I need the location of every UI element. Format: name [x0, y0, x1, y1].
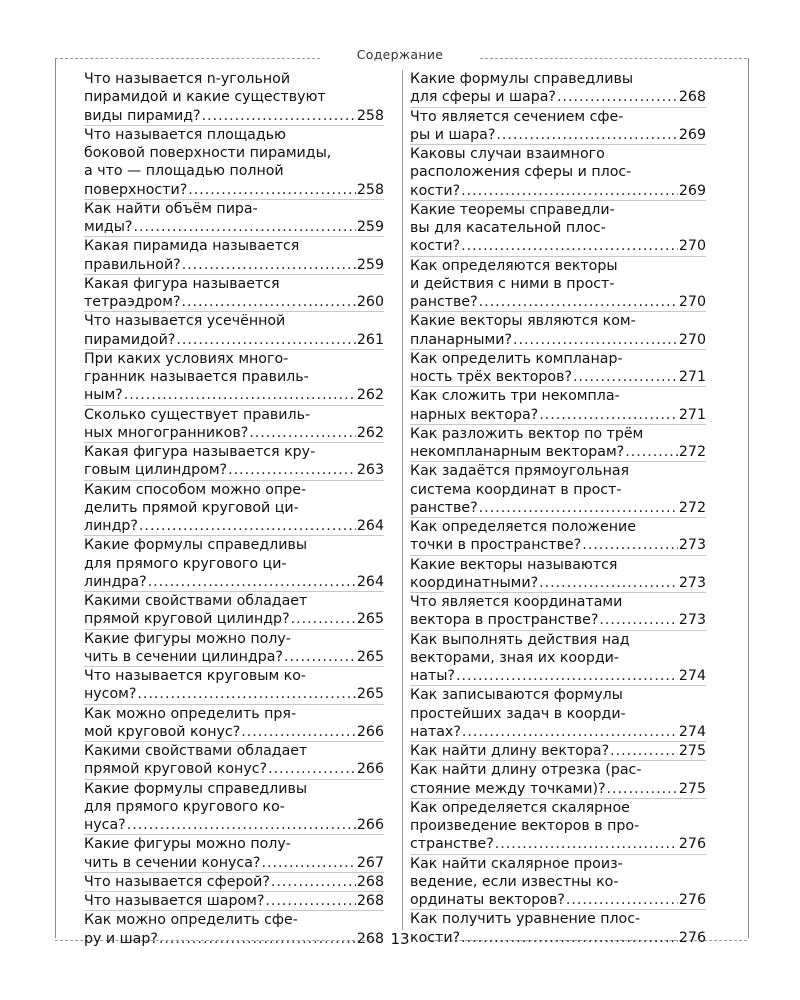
toc-entry-line: Как определить компланар-	[410, 350, 623, 367]
toc-page-number: 271	[678, 369, 706, 385]
toc-entry[interactable]	[410, 70, 706, 108]
toc-entry-line: и действия с ними в прост-	[410, 275, 615, 292]
toc-page-number: 271	[678, 406, 706, 423]
toc-entry-line: Как сложить три некомпла-	[410, 388, 620, 405]
toc-page-number: 274	[678, 723, 706, 740]
toc-page-number: 260	[356, 294, 384, 310]
dot-leader	[495, 835, 678, 853]
toc-entry-line: прямой круговой конус?	[84, 761, 268, 778]
dot-leader	[176, 331, 356, 349]
toc-entry-line: Что является координатами	[410, 594, 623, 610]
toc-page-number: 268	[356, 930, 384, 947]
dot-leader	[265, 892, 356, 910]
dot-leader	[268, 760, 356, 778]
toc-entry-line: Какие векторы называются	[410, 556, 618, 573]
toc-entry-line: для сферы и шара?	[410, 89, 556, 106]
dot-leader	[513, 331, 678, 349]
toc-entry[interactable]	[84, 350, 384, 406]
toc-entry[interactable]	[410, 425, 706, 463]
dot-leader	[127, 816, 356, 834]
section-title: Содержание	[356, 47, 444, 62]
toc-page-number: 267	[356, 854, 384, 871]
dot-leader	[249, 424, 356, 442]
dot-leader	[461, 182, 678, 200]
dot-leader	[139, 517, 356, 535]
dot-leader	[241, 723, 356, 741]
dot-leader	[610, 742, 678, 760]
dot-leader	[271, 873, 356, 891]
toc-page-number: 273	[678, 574, 706, 591]
toc-entry-line: Как разложить вектор по трём	[410, 425, 644, 442]
toc-entry[interactable]	[410, 145, 706, 201]
toc-entry[interactable]	[410, 631, 706, 687]
dot-leader	[625, 443, 678, 461]
toc-page-number: 273	[678, 612, 706, 629]
toc-entry-line: кости?	[410, 182, 461, 199]
toc-entry-line: Как определяется положение	[410, 519, 636, 535]
toc-page-number: 269	[678, 126, 706, 143]
toc-page-number: 270	[678, 238, 706, 255]
toc-entry[interactable]	[84, 237, 384, 275]
toc-entry[interactable]	[84, 705, 384, 743]
toc-page-number: 262	[356, 424, 384, 441]
toc-entry-line: координатными?	[410, 574, 539, 591]
toc-entry-line: Что называется сферой?	[84, 873, 270, 890]
dot-leader	[181, 293, 355, 311]
column-divider	[402, 70, 403, 930]
toc-entry-line: чить в сечении конуса?	[84, 854, 261, 871]
toc-entry-line: линдр?	[84, 518, 138, 534]
toc-page-number: 264	[356, 573, 384, 590]
toc-page-number: 261	[356, 331, 384, 348]
dot-leader	[607, 780, 678, 798]
toc-entry-line: ранстве?	[410, 499, 478, 516]
toc-entry-line: гранник называется правиль-	[84, 369, 309, 385]
toc-entry[interactable]	[410, 686, 706, 742]
toc-page-number: 259	[356, 219, 384, 235]
toc-entry[interactable]	[410, 593, 706, 631]
toc-entry-line: нусом?	[84, 686, 137, 703]
toc-entry[interactable]	[410, 350, 706, 388]
toc-entry-line: виды пирамид?	[84, 107, 201, 124]
toc-page-number: 275	[678, 780, 706, 797]
toc-entry[interactable]	[84, 70, 384, 126]
toc-entry[interactable]	[84, 873, 384, 892]
toc-entry[interactable]	[84, 892, 384, 911]
toc-entry[interactable]	[84, 742, 384, 780]
dot-leader	[228, 461, 356, 479]
toc-entry[interactable]	[410, 855, 706, 911]
dot-leader	[182, 256, 356, 274]
dot-leader	[461, 237, 678, 255]
toc-entry-line: Какие формулы справедливы	[84, 780, 308, 797]
toc-page-number: 270	[678, 294, 706, 310]
dot-leader	[284, 648, 356, 666]
toc-entry-line: Какая пирамида называется	[84, 238, 300, 255]
toc-entry-line: векторами, зная их коорди-	[410, 649, 620, 666]
dot-leader	[456, 667, 678, 685]
dot-leader	[148, 573, 356, 591]
toc-entry-line: правильной?	[84, 256, 181, 273]
toc-entry-line: Как определяется скалярное	[410, 799, 630, 816]
toc-entry-line: чить в сечении цилиндра?	[84, 648, 283, 665]
toc-column-right	[410, 70, 706, 947]
toc-page-number: 262	[356, 387, 384, 404]
toc-page-number: 264	[356, 518, 384, 534]
toc-entry-line: мой круговой конус?	[84, 723, 241, 740]
toc-entry-line: Как найти объём пира-	[84, 200, 258, 217]
toc-entry[interactable]	[84, 592, 384, 630]
toc-entry-line: ординаты векторов?	[410, 892, 565, 908]
toc-entry-line: Как определяются векторы	[410, 257, 618, 274]
toc-page-number: 265	[356, 686, 384, 703]
toc-entry-line: Какие формулы справедливы	[410, 71, 634, 87]
toc-entry[interactable]	[84, 406, 384, 444]
toc-entry-line: Что является сечением сфе-	[410, 108, 624, 125]
toc-entry-line: натах?	[410, 723, 461, 740]
toc-page-number: 272	[678, 499, 706, 516]
toc-page-number: 276	[678, 836, 706, 853]
toc-column-left	[84, 70, 384, 948]
dot-leader	[462, 723, 678, 741]
dot-leader	[261, 854, 355, 872]
toc-page-number: 263	[356, 462, 384, 479]
toc-entry-line: ным?	[84, 387, 123, 404]
toc-entry-line: ных многогранников?	[84, 424, 249, 441]
toc-page-number: 265	[356, 648, 384, 665]
toc-entry-line: миды?	[84, 219, 133, 235]
toc-entry[interactable]	[84, 312, 384, 350]
toc-entry[interactable]	[84, 835, 384, 873]
toc-entry-line: для прямого кругового ко-	[84, 798, 285, 815]
toc-entry[interactable]	[84, 200, 384, 238]
toc-entry-line: Какая фигура называется кру-	[84, 444, 316, 460]
toc-entry-line: Как найти длину вектора?	[410, 743, 610, 759]
toc-entry-line: Какими свойствами обладает	[84, 593, 308, 609]
toc-entry[interactable]	[84, 481, 384, 537]
toc-entry-line: ранстве?	[410, 294, 478, 310]
toc-page-number: 273	[678, 537, 706, 554]
toc-entry-line: Как записываются формулы	[410, 687, 623, 704]
toc-page-number: 272	[678, 444, 706, 460]
dot-leader	[557, 88, 678, 106]
toc-entry[interactable]	[410, 201, 706, 257]
dot-leader	[599, 611, 678, 629]
toc-entry-line: наты?	[410, 668, 455, 684]
toc-entry-line: вы для касательной плос-	[410, 220, 606, 236]
toc-entry-line: простейших задач в коорди-	[410, 705, 626, 722]
toc-entry-line: ность трёх векторов?	[410, 369, 572, 385]
toc-entry[interactable]	[84, 630, 384, 668]
toc-page-number: 270	[678, 331, 706, 348]
toc-entry-line: Как найти скалярное произ-	[410, 855, 623, 872]
toc-entry[interactable]	[84, 780, 384, 836]
dot-leader	[582, 536, 678, 554]
toc-entry-line: Как получить уравнение плос-	[410, 911, 641, 928]
toc-entry-line: Как можно определить пря-	[84, 705, 297, 722]
toc-entry-line: Какие векторы являются ком-	[410, 313, 636, 330]
toc-entry-line: Сколько существует правиль-	[84, 406, 311, 423]
toc-entry-line: Что называется n-угольной	[84, 71, 291, 87]
toc-page-number: 274	[678, 668, 706, 684]
toc-entry-line: ведение, если известны ко-	[410, 873, 619, 890]
toc-entry[interactable]	[84, 443, 384, 481]
toc-entry[interactable]	[410, 556, 706, 594]
toc-entry-line: вектора в пространстве?	[410, 612, 599, 629]
toc-entry-line: говым цилиндром?	[84, 462, 228, 479]
page-number: 13	[390, 930, 410, 948]
toc-entry-line: боковой поверхности пирамиды,	[84, 145, 332, 161]
dot-leader	[496, 126, 678, 144]
toc-entry-line: планарными?	[410, 331, 512, 348]
dot-leader	[124, 386, 356, 404]
toc-entry-line: Как выполнять действия над	[410, 631, 630, 648]
toc-page-number: 269	[678, 182, 706, 199]
toc-page-number: 266	[356, 817, 384, 833]
toc-entry-line: прямой круговой цилиндр?	[84, 611, 290, 628]
toc-entry-line: пирамидой и какие существуют	[84, 89, 326, 106]
toc-entry-line: странстве?	[410, 836, 494, 853]
toc-entry-line: Какие фигуры можно полу-	[84, 836, 291, 853]
toc-entry-line: тетраэдром?	[84, 294, 181, 310]
toc-entry[interactable]	[410, 462, 706, 518]
toc-entry-line: Что называется усечённой	[84, 313, 286, 330]
toc-entry-line: линдра?	[84, 573, 147, 590]
toc-entry-line: произведение векторов в про-	[410, 818, 640, 834]
toc-page-number: 258	[356, 107, 384, 124]
toc-entry-line: Как найти длину отрезка (рас-	[410, 762, 642, 779]
toc-page-number: 268	[678, 89, 706, 106]
toc-entry[interactable]	[410, 761, 706, 799]
toc-entry[interactable]	[84, 536, 384, 592]
dot-leader	[573, 368, 678, 386]
toc-page-number: 275	[678, 743, 706, 759]
toc-entry[interactable]	[410, 387, 706, 425]
toc-entry-line: ры и шара?	[410, 126, 496, 143]
dot-leader	[479, 293, 678, 311]
toc-entry-line: расположения сферы и плос-	[410, 164, 632, 181]
toc-entry[interactable]	[410, 742, 706, 761]
toc-page-number: 265	[356, 611, 384, 628]
toc-entry-line: для прямого кругового ци-	[84, 555, 287, 572]
toc-entry[interactable]	[410, 108, 706, 146]
dot-leader	[479, 499, 678, 517]
toc-entry[interactable]	[410, 257, 706, 313]
toc-entry-line: поверхности?	[84, 181, 188, 198]
toc-entry-line: Каковы случаи взаимного	[410, 146, 605, 162]
toc-entry-line: стояние между точками)?	[410, 780, 606, 797]
toc-entry-line: нуса?	[84, 817, 126, 833]
dot-leader	[188, 181, 356, 199]
toc-entry-line: Какая фигура называется	[84, 275, 280, 292]
toc-page-number: 276	[678, 892, 706, 908]
toc-entry[interactable]	[84, 275, 384, 313]
toc-entry-line: некомпланарным векторам?	[410, 444, 625, 460]
toc-entry-line: Как можно определить сфе-	[84, 912, 298, 929]
toc-page-number: 276	[678, 929, 706, 946]
toc-entry-line: кости?	[410, 238, 461, 255]
toc-page-number: 268	[356, 893, 384, 909]
toc-entry-line: Какие формулы справедливы	[84, 537, 308, 554]
dot-leader	[202, 107, 356, 125]
toc-entry-line: При каких условиях много-	[84, 350, 289, 367]
toc-entry-line: а что — площадью полной	[84, 163, 284, 180]
toc-entry-line: ру и шар?	[84, 930, 158, 947]
toc-entry-line: Какие фигуры можно полу-	[84, 630, 291, 647]
toc-entry-line: делить прямой круговой ци-	[84, 499, 299, 516]
toc-entry[interactable]	[410, 799, 706, 855]
dot-leader	[133, 218, 355, 236]
toc-entry-line: нарных вектора?	[410, 406, 539, 423]
toc-entry[interactable]	[84, 126, 384, 200]
dot-leader	[566, 891, 678, 909]
toc-entry-line: Какими свойствами обладает	[84, 743, 308, 759]
toc-entry-line: Что называется круговым ко-	[84, 668, 307, 684]
toc-entry-line: Каким способом можно опре-	[84, 481, 307, 498]
toc-page-number: 259	[356, 256, 384, 273]
dot-leader	[291, 610, 356, 628]
toc-entry-line: Какие теоремы справедли-	[410, 201, 615, 218]
dot-leader	[539, 406, 678, 424]
toc-entry[interactable]	[410, 518, 706, 556]
toc-entry-line: система координат в прост-	[410, 481, 622, 498]
toc-entry-line: Что называется площадью	[84, 126, 286, 143]
toc-entry[interactable]	[84, 667, 384, 705]
toc-entry-line: Что называется шаром?	[84, 893, 265, 909]
toc-page-number: 266	[356, 761, 384, 778]
toc-entry-line: пирамидой?	[84, 331, 176, 348]
toc-page-number: 258	[356, 181, 384, 198]
toc-entry[interactable]	[410, 312, 706, 350]
toc-entry-line: кости?	[410, 929, 461, 946]
dot-leader	[539, 574, 678, 592]
toc-entry-line: точки в пространстве?	[410, 537, 582, 554]
toc-page-number: 268	[356, 873, 384, 890]
dot-leader	[137, 685, 356, 703]
toc-page-number: 266	[356, 723, 384, 740]
toc-entry-line: Как задаётся прямоугольная	[410, 463, 630, 480]
